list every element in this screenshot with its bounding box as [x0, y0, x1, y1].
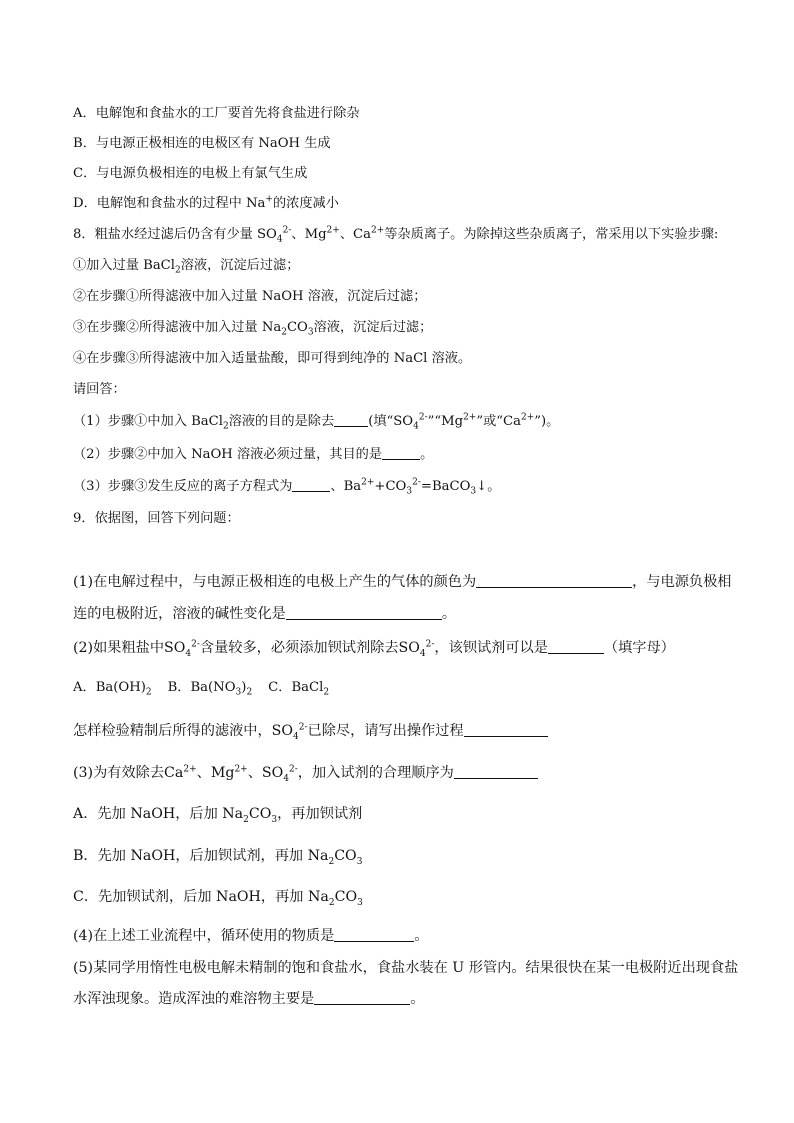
answer-blank[interactable]	[334, 925, 414, 942]
q9-part-3-option-c: C．先加钡试剂，后加 NaOH，再加 $Na_2CO_3$	[73, 889, 363, 908]
answer-blank[interactable]	[314, 988, 410, 1005]
q9-title: 9．依据图，回答下列问题：	[73, 511, 240, 526]
q9-part-1-line-1: (1)在电解过程中，与电源正极相连的电极上产生的气体的颜色为 ，与电源负极相	[73, 571, 732, 592]
q8-part-1: （1）步骤①中加入 BaCl$_2$溶液的目的是除去 (填“$SO_4^{2-}”“Mg^{2+}$”或“$Ca^{2+}$”)。	[73, 412, 560, 432]
q9-part-5-line-1: (5)某同学用惰性电极电解未精制的饱和食盐水，食盐水装在 U 形管内。结果很快在某一电极附近出现食盐	[73, 960, 739, 976]
answer-blank[interactable]	[286, 603, 442, 620]
answer-blank[interactable]	[464, 720, 548, 737]
q9-part-2-options: A．$Ba(OH)_2$ B．$Ba(NO_3)_2$ C．BaCl$_2$	[73, 680, 330, 698]
q8-step-2: ②在步骤①所得滤液中加入过量 NaOH 溶液，沉淀后过滤；	[73, 289, 427, 304]
q8-part-2: （2）步骤②中加入 NaOH 溶液必须过量，其目的是 。	[73, 447, 434, 462]
q9-part-2: (2)如果粗盐中$SO_4^{2-}$含量较多，必须添加钡试剂除去$SO_4^{2-}$，该钡试剂可以是 （填字母）	[73, 637, 675, 658]
answer-blank[interactable]	[454, 762, 538, 779]
q8-intro: 8．粗盐水经过滤后仍含有少量 $SO_4^{2-}$、$Mg^{2+}$、$Ca^{2+}$等杂质离子。为除掉这些杂质离子，常采用以下实验步骤:	[73, 225, 719, 245]
q9-part-3-option-a: A．先加 NaOH，后加 $Na_2CO_3$，再加钡试剂	[73, 806, 363, 825]
q7-option-a: A．电解饱和食盐水的工厂要首先将食盐进行除杂	[73, 106, 360, 121]
q9-part-5-line-2: 水浑浊现象。造成浑浊的难溶物主要是 。	[73, 988, 424, 1009]
q7-option-b: B．与电源正极相连的电极区有 NaOH 生成	[73, 136, 331, 151]
q8-step-3: ③在步骤②所得滤液中加入过量 $Na_2CO_3$溶液，沉淀后过滤；	[73, 320, 433, 338]
q7-option-c: C．与电源负极相连的电极上有氯气生成	[73, 166, 308, 181]
q9-part-3: (3)为有效除去$Ca^{2+}$、$Mg^{2+}$、$SO_4^{2-}$，加入试剂的合理顺序为	[73, 762, 538, 783]
answer-blank[interactable]	[548, 637, 604, 654]
q8-step-1: ①加入过量 BaCl$_2$溶液，沉淀后过滤；	[73, 258, 300, 276]
answer-blank[interactable]	[334, 412, 368, 427]
q8-ask: 请回答：	[73, 382, 126, 397]
answer-blank[interactable]	[382, 445, 420, 460]
q8-step-4: ④在步骤③所得滤液中加入适量盐酸，即可得到纯净的 NaCl 溶液。	[73, 351, 472, 366]
q9-part-3-option-b: B．先加 NaOH，后加钡试剂，再加 $Na_2CO_3$	[73, 848, 363, 867]
q9-part-4: (4)在上述工业流程中，循环使用的物质是 。	[73, 925, 429, 946]
q9-part-1-line-2: 连的电极附近，溶液的碱性变化是 。	[73, 603, 456, 624]
answer-blank[interactable]	[476, 571, 632, 588]
q8-part-3: （3）步骤③发生反应的离子方程式为 、$Ba^{2+}+CO_3^{2-}=BaCO_3↓$。	[73, 477, 501, 497]
q9-check-line: 怎样检验精制后所得的滤液中，$SO_4^{2-}$已除尽，请写出操作过程	[73, 720, 548, 741]
q7-option-d: D．电解饱和食盐水的过程中 Na+的浓度减小	[73, 194, 339, 211]
answer-blank[interactable]	[292, 477, 330, 492]
